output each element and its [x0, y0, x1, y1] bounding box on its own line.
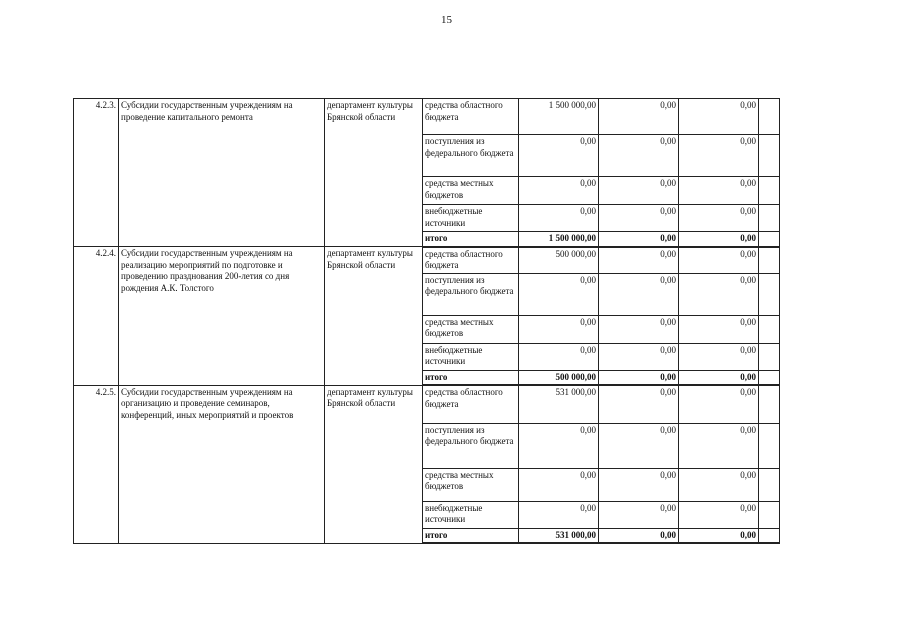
empty-cell — [759, 177, 780, 205]
amount-cell: 0,00 — [679, 99, 759, 135]
amount-cell: 531 000,00 — [519, 385, 599, 423]
empty-cell — [759, 135, 780, 177]
amount-cell: 0,00 — [519, 177, 599, 205]
budget-table — [73, 98, 780, 544]
section-department: департамент культуры Брянской области — [325, 99, 423, 247]
amount-cell: 0,00 — [679, 468, 759, 501]
amount-cell: 1 500 000,00 — [519, 99, 599, 135]
empty-cell — [759, 315, 780, 343]
amount-cell: 0,00 — [599, 247, 679, 274]
empty-cell — [759, 343, 780, 370]
section-code: 4.2.3. — [74, 99, 119, 247]
amount-cell: 0,00 — [679, 177, 759, 205]
amount-cell: 0,00 — [599, 468, 679, 501]
funding-source: средства областного бюджета — [423, 385, 519, 423]
empty-cell — [759, 205, 780, 232]
funding-source: средства местных бюджетов — [423, 177, 519, 205]
amount-cell: 0,00 — [599, 423, 679, 468]
amount-cell: 0,00 — [679, 370, 759, 385]
empty-cell — [759, 370, 780, 385]
page-number: 15 — [441, 14, 452, 26]
amount-cell: 0,00 — [599, 99, 679, 135]
table-row — [74, 385, 780, 423]
amount-cell: 0,00 — [599, 370, 679, 385]
empty-cell — [759, 247, 780, 274]
section-name: Субсидии государственным учреждениям на организацию и проведение семинаров, конференций, иных мероприятий и проектов — [119, 385, 325, 543]
section-name: Субсидии государственным учреждениям на реализацию мероприятий по подготовке и проведению празднования 200-летия со дня рождения А.К. Толстого — [119, 247, 325, 386]
funding-source: средства местных бюджетов — [423, 315, 519, 343]
section-department: департамент культуры Брянской области — [325, 247, 423, 386]
empty-cell — [759, 468, 780, 501]
empty-cell — [759, 273, 780, 315]
amount-cell: 0,00 — [519, 273, 599, 315]
section-code: 4.2.5. — [74, 385, 119, 543]
amount-cell: 0,00 — [679, 385, 759, 423]
empty-cell — [759, 423, 780, 468]
funding-source: поступления из федерального бюджета — [423, 135, 519, 177]
funding-source: внебюджетные источники — [423, 343, 519, 370]
amount-cell: 0,00 — [599, 273, 679, 315]
amount-cell: 0,00 — [679, 315, 759, 343]
amount-cell: 0,00 — [599, 232, 679, 247]
funding-source: средства местных бюджетов — [423, 468, 519, 501]
total-label: итого — [423, 370, 519, 385]
amount-cell: 0,00 — [679, 135, 759, 177]
amount-cell: 0,00 — [599, 528, 679, 543]
amount-cell: 0,00 — [679, 528, 759, 543]
amount-cell: 0,00 — [599, 177, 679, 205]
amount-cell: 500 000,00 — [519, 370, 599, 385]
funding-source: средства областного бюджета — [423, 99, 519, 135]
amount-cell: 0,00 — [599, 343, 679, 370]
empty-cell — [759, 232, 780, 247]
table-row — [74, 247, 780, 274]
amount-cell: 0,00 — [599, 205, 679, 232]
table-row — [74, 99, 780, 135]
amount-cell: 0,00 — [679, 205, 759, 232]
amount-cell: 0,00 — [519, 423, 599, 468]
amount-cell: 500 000,00 — [519, 247, 599, 274]
amount-cell: 0,00 — [519, 468, 599, 501]
funding-source: средства областного бюджета — [423, 247, 519, 274]
amount-cell: 0,00 — [679, 232, 759, 247]
amount-cell: 0,00 — [599, 135, 679, 177]
funding-source: поступления из федерального бюджета — [423, 273, 519, 315]
empty-cell — [759, 528, 780, 543]
amount-cell: 0,00 — [519, 343, 599, 370]
funding-source: поступления из федерального бюджета — [423, 423, 519, 468]
empty-cell — [759, 501, 780, 528]
empty-cell — [759, 385, 780, 423]
amount-cell: 0,00 — [679, 343, 759, 370]
funding-source: внебюджетные источники — [423, 501, 519, 528]
section-name: Субсидии государственным учреждениям на проведение капитального ремонта — [119, 99, 325, 247]
amount-cell: 0,00 — [599, 385, 679, 423]
total-label: итого — [423, 232, 519, 247]
total-label: итого — [423, 528, 519, 543]
funding-source: внебюджетные источники — [423, 205, 519, 232]
amount-cell: 1 500 000,00 — [519, 232, 599, 247]
amount-cell: 531 000,00 — [519, 528, 599, 543]
empty-cell — [759, 99, 780, 135]
amount-cell: 0,00 — [679, 247, 759, 274]
amount-cell: 0,00 — [679, 273, 759, 315]
section-department: департамент культуры Брянской области — [325, 385, 423, 543]
amount-cell: 0,00 — [519, 501, 599, 528]
budget-table-body — [74, 99, 780, 544]
amount-cell: 0,00 — [519, 205, 599, 232]
amount-cell: 0,00 — [519, 135, 599, 177]
section-code: 4.2.4. — [74, 247, 119, 386]
amount-cell: 0,00 — [599, 501, 679, 528]
amount-cell: 0,00 — [599, 315, 679, 343]
amount-cell: 0,00 — [519, 315, 599, 343]
amount-cell: 0,00 — [679, 423, 759, 468]
amount-cell: 0,00 — [679, 501, 759, 528]
